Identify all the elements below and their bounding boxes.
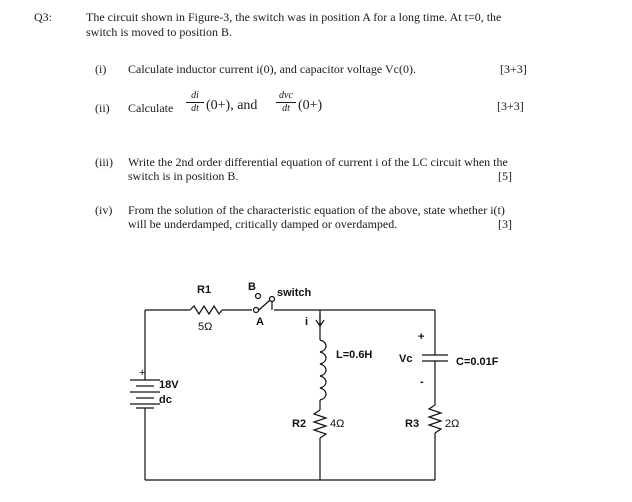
r1-label: R1 [197,284,212,296]
part-iii-marks: [5] [498,169,512,183]
capacitor-symbol [422,355,448,361]
question-number: Q3: [34,10,52,24]
part-i-marks: [3+3] [500,62,527,76]
r3-label: R3 [405,418,420,430]
part-iv-numeral: (iv) [95,203,113,217]
question-intro-line1: The circuit shown in Figure-3, the switch was in position A for a long time. At t=0, the [86,10,502,24]
r3-value: 2Ω [445,418,460,430]
part-ii-expr2: (0+) [298,98,323,113]
current-label: i [305,316,309,328]
switch-terminal-a [254,308,259,313]
inductor-coil [320,340,326,400]
switch-a-label: A [256,316,264,328]
r2-value: 4Ω [330,418,345,430]
capacitor-minus: - [420,376,424,388]
switch-terminal-b [256,294,261,299]
r3-resistor [429,405,441,433]
part-i-numeral: (i) [95,62,107,76]
battery-symbol [130,380,160,408]
part-iii-numeral: (iii) [95,155,113,169]
part-iii-line2: switch is in position B. [128,169,239,183]
source-value: 18V [159,379,179,391]
source-type: dc [159,394,172,406]
inductor-label: L=0.6H [336,349,373,361]
switch-b-label: B [248,281,256,293]
part-iv-line2: will be underdamped, critically damped or overdamped. [128,217,398,231]
switch-blade [259,300,270,310]
source-plus: + [139,367,146,379]
part-iii-line1: Write the 2nd order differential equation of current i of the LC circuit when the [128,155,508,169]
part-ii-text: Calculate [128,101,174,115]
part-ii-numeral: (ii) [95,101,110,115]
part-ii-frac2-den: dt [282,103,290,114]
part-ii-expr1: (0+), and [206,98,258,113]
part-ii-frac1-num: di [186,90,204,103]
capacitor-plus: + [418,331,425,343]
r2-resistor [314,410,326,438]
r2-label: R2 [292,418,307,430]
part-ii-frac2-num: dvc [276,90,296,103]
capacitor-label: C=0.01F [456,356,499,368]
part-ii-frac1-den: dt [191,103,199,114]
part-ii-marks: [3+3] [497,99,524,113]
part-iv-marks: [3] [498,217,512,231]
part-iv-line1: From the solution of the characteristic equation of the above, state whether i(t) [128,203,505,217]
r1-resistor [190,306,222,314]
part-i-text: Calculate inductor current i(0), and capacitor voltage Vc(0). [128,62,416,76]
current-arrow [316,313,324,326]
r1-value: 5Ω [198,321,213,333]
vc-label: Vc [399,353,413,365]
switch-pivot [270,297,275,302]
question-intro-line2: switch is moved to position B. [86,25,233,39]
switch-label: switch [277,287,312,299]
